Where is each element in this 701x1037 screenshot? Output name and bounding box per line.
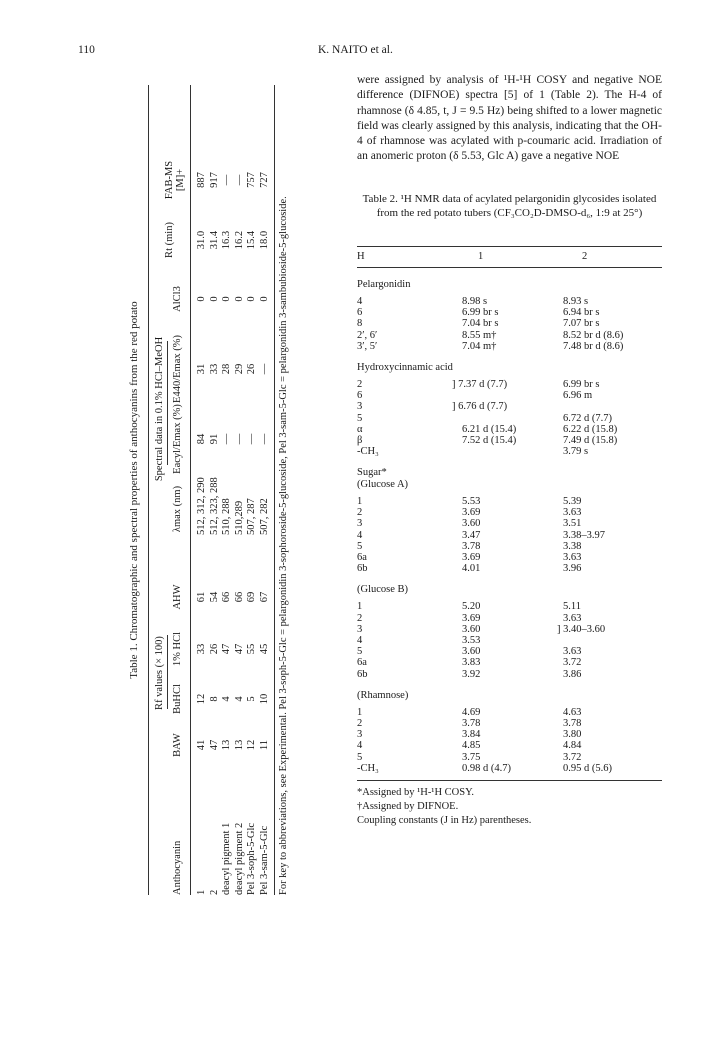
table-2-row bbox=[357, 507, 662, 519]
table-1-caption: Table 1. Chromatographic and spectral properties of anthocyanins from the red potato bbox=[128, 301, 140, 679]
table-2-cell-2: 6.72 d (7.7) bbox=[563, 412, 612, 424]
table-2-cell-1: 3.75 bbox=[462, 751, 481, 763]
table-2-cell-h: -CH₃ bbox=[357, 446, 379, 458]
table-1-cell-lambda: 507, 287 bbox=[246, 498, 257, 535]
table-2-cell-2: 3.79 s bbox=[563, 446, 589, 458]
table-2-cell-2: 4.63 bbox=[563, 706, 582, 718]
table-1-cell-hcl: 45 bbox=[258, 643, 270, 655]
table-1-cell-baw: 47 bbox=[208, 739, 220, 751]
table-2-cell-2: 3.38 bbox=[563, 540, 582, 552]
table-2-cell-2: 3.72 bbox=[563, 657, 582, 669]
table-2-cell-2: 6.99 br s bbox=[563, 379, 600, 390]
spectral-group-header: Spectral data in 0.1% HCl–MeOH bbox=[154, 336, 165, 482]
table-2-row bbox=[357, 718, 662, 730]
table-2-cell-h: 2′, 6′ bbox=[357, 329, 378, 341]
table-1 bbox=[124, 85, 298, 895]
table-2-cell-h: 2 bbox=[357, 507, 363, 519]
table-1-cell-baw: 13 bbox=[221, 739, 232, 751]
table-1-cell-ms: — bbox=[221, 174, 232, 186]
col-header-baw: BAW bbox=[172, 733, 183, 757]
table-2-cell-h: 5 bbox=[357, 646, 363, 658]
table-1-cell-baw: 12 bbox=[246, 739, 257, 751]
table-2-cell-h: 3 bbox=[357, 401, 363, 413]
table-2-cell-h: -CH₃ bbox=[357, 762, 379, 774]
table-1-cell-rt: 31.0 bbox=[196, 230, 207, 250]
table-2-cell-h: (Rhamnose) bbox=[357, 689, 409, 701]
table-2-cell-2: 4.84 bbox=[563, 740, 582, 752]
table-1-cell-buhcl: 12 bbox=[196, 693, 207, 705]
table-2-cell-h: 8 bbox=[357, 318, 363, 330]
table-1-header-rule bbox=[190, 85, 191, 895]
table-2-cell-2: 5.11 bbox=[563, 601, 581, 613]
table-2-top-rule bbox=[357, 246, 662, 247]
table-2-cell-2: 3.72 bbox=[563, 751, 582, 763]
table-2-cell-1: 3.60 bbox=[462, 646, 481, 658]
table-2-row bbox=[357, 563, 662, 575]
table-1-cell-eacyl: 91 bbox=[208, 433, 220, 445]
table-2-row bbox=[357, 401, 662, 413]
running-head-author: K. NAITO et al. bbox=[318, 44, 393, 56]
table-1-cell-rt: 18.0 bbox=[258, 230, 270, 250]
table-2-cell-1: 4.01 bbox=[462, 563, 481, 575]
table-1-cell-alcl3: 0 bbox=[208, 296, 220, 302]
table-2-row bbox=[357, 496, 662, 508]
table-1-cell-buhcl: 5 bbox=[246, 696, 257, 702]
table-1-cell-lambda: 507, 282 bbox=[258, 498, 270, 535]
table-2-cell-h: 3 bbox=[357, 729, 363, 741]
page-number: 110 bbox=[78, 44, 95, 56]
col-header-anthocyanin: Anthocyanin bbox=[172, 840, 183, 895]
table-1-cell-e440: 26 bbox=[246, 363, 257, 375]
table-2-header-rule bbox=[357, 267, 662, 268]
table-2-cell-h: 3 bbox=[357, 518, 363, 530]
table-2-row bbox=[357, 613, 662, 625]
table-2-row bbox=[357, 379, 662, 391]
table-1-cell-alcl3: 0 bbox=[196, 296, 207, 302]
table-2-cell-h: 1 bbox=[357, 495, 363, 507]
table-2-cell-2: 7.48 br d (8.6) bbox=[563, 340, 624, 352]
col-header-ahw: AHW bbox=[172, 584, 183, 610]
table-2-row bbox=[357, 541, 662, 553]
table-2-section-row bbox=[357, 279, 662, 291]
table-1-row-name: deacyl pigment 2 bbox=[233, 822, 245, 895]
table-1-cell-ms: 757 bbox=[246, 172, 257, 188]
table-2-row bbox=[357, 518, 662, 530]
table-2-cell-2: 3.78 bbox=[563, 717, 582, 729]
table-2-header-2: 2 bbox=[582, 251, 588, 262]
table-2-cell-h: (Glucose B) bbox=[357, 584, 409, 596]
table-2-header-1: 1 bbox=[478, 251, 484, 262]
table-2-cell-2: 3.51 bbox=[563, 518, 582, 530]
table-2-note: *Assigned by ¹H-¹H COSY. bbox=[357, 786, 474, 798]
table-2-cell-1: 3.69 bbox=[462, 507, 481, 519]
table-2-cell-2: 3.86 bbox=[563, 668, 582, 680]
table-2-cell-1: 5.20 bbox=[462, 601, 481, 613]
table-1-cell-eacyl: — bbox=[246, 433, 257, 445]
table-1-cell-ms: — bbox=[233, 174, 245, 186]
table-1-cell-lambda: 510,289 bbox=[233, 500, 245, 535]
table-2-cell-h: 5 bbox=[357, 412, 363, 424]
col-header-alcl3: AlCl3 bbox=[172, 286, 183, 312]
table-2-cell-1: 7.04 br s bbox=[462, 318, 499, 330]
table-1-cell-ahw: 66 bbox=[221, 591, 232, 603]
table-2-cell-2: 5.39 bbox=[563, 495, 582, 507]
table-1-row-name: Pel 3-sam-5-Glc bbox=[258, 825, 270, 895]
table-2-cell-2: 3.63 bbox=[563, 612, 582, 624]
table-2-bottom-rule bbox=[357, 780, 662, 781]
table-2-row bbox=[357, 413, 662, 425]
table-2-cell-h: 3 bbox=[357, 623, 363, 635]
table-1-cell-buhcl: 8 bbox=[208, 696, 220, 702]
table-1-cell-eacyl: — bbox=[233, 433, 245, 445]
table-1-cell-baw: 13 bbox=[233, 739, 245, 751]
table-1-cell-hcl: 47 bbox=[221, 643, 232, 655]
body-paragraph: were assigned by analysis of ¹H-¹H COSY and negative NOE difference (DIFNOE) spectra [5] of 1 (Table 2). The H-4 of rhamnose (δ 4.85, t, J = 9.5 Hz) being shifted to a lower magnetic field was clearly assigned by this analysis, indicating that the OH-4 of rhamnose was acylated with p-coumaric acid. Irradiation of an anomeric proton (δ 5.53, Glc A) gave a negative NOE bbox=[357, 74, 662, 163]
table-1-cell-eacyl: — bbox=[258, 433, 270, 445]
table-2-cell-1: 8.55 m† bbox=[462, 329, 497, 341]
table-1-cell-buhcl: 4 bbox=[221, 696, 232, 702]
table-2-row bbox=[357, 752, 662, 764]
table-1-cell-rt: 16.2 bbox=[233, 230, 245, 250]
table-2-cell-h: 4 bbox=[357, 740, 363, 752]
table-2-cell-1: 4.69 bbox=[462, 706, 481, 718]
table-2-row bbox=[357, 763, 662, 775]
table-2-cell-1: 3.83 bbox=[462, 657, 481, 669]
table-1-cell-rt: 16.3 bbox=[221, 230, 232, 250]
table-2-row bbox=[357, 307, 662, 319]
table-2-note: Coupling constants (J in Hz) parentheses. bbox=[357, 814, 532, 826]
table-2-row bbox=[357, 707, 662, 719]
table-2-cell-1: 6.99 br s bbox=[462, 307, 499, 319]
table-2-cell-h: (Glucose A) bbox=[357, 478, 409, 490]
table-1-cell-ahw: 66 bbox=[233, 591, 245, 603]
body-text bbox=[357, 73, 662, 165]
table-2-cell-h: 6 bbox=[357, 307, 363, 319]
table-1-cell-lambda: 512, 323, 288 bbox=[208, 477, 220, 535]
table-2-cell-h: 6a bbox=[357, 551, 367, 563]
table-2-cell-1: 3.78 bbox=[462, 540, 481, 552]
table-2-cell-2: 0.95 d (5.6) bbox=[563, 762, 612, 774]
table-2-row bbox=[357, 330, 662, 342]
table-2-row bbox=[357, 729, 662, 741]
table-2-cell-h: 3′, 5′ bbox=[357, 340, 378, 352]
table-1-cell-e440: — bbox=[258, 363, 270, 375]
table-1-footnote: For key to abbreviations, see Experimental. Pel 3-soph-5-Glc = pelargonidin 3-sophoroside-5-glucoside, Pel 3-sam-5-Glc = pelargonidin 3-sambubioside-5-glucoside. bbox=[278, 196, 289, 895]
table-2-cell-2: 3.96 bbox=[563, 563, 582, 575]
table-1-cell-eacyl: 84 bbox=[196, 433, 207, 445]
table-2-cell-h: 1 bbox=[357, 601, 363, 613]
table-1-cell-hcl: 26 bbox=[208, 643, 220, 655]
table-1-cell-rt: 31.4 bbox=[208, 230, 220, 250]
table-2-section-row bbox=[357, 584, 662, 596]
table-2-section-row bbox=[357, 362, 662, 374]
table-1-cell-ms: 917 bbox=[208, 172, 220, 188]
table-1-cell-lambda: 510, 288 bbox=[221, 498, 232, 535]
col-header-fabms: FAB-MS [M]+ bbox=[164, 160, 186, 200]
table-2-cell-1: ] 6.76 d (7.7) bbox=[452, 401, 508, 413]
table-1-cell-alcl3: 0 bbox=[258, 296, 270, 302]
table-2-cell-1: 3.92 bbox=[462, 668, 481, 680]
table-2-cell-2: 7.07 br s bbox=[563, 318, 600, 330]
table-2-section-row bbox=[357, 479, 662, 491]
table-2-cell-2: 3.63 bbox=[563, 507, 582, 519]
table-2-cell-2: 6.96 m bbox=[563, 390, 593, 402]
col-header-lambda: λmax (nm) bbox=[172, 485, 183, 533]
col-header-eacyl: Eacyl/Emax (%) bbox=[172, 404, 183, 474]
table-1-cell-ahw: 61 bbox=[196, 591, 207, 603]
table-1-cell-hcl: 47 bbox=[233, 643, 245, 655]
table-2-cell-h: Hydroxycinnamic acid bbox=[357, 362, 453, 373]
table-2-cell-h: α bbox=[357, 423, 363, 435]
table-2-row bbox=[357, 318, 662, 330]
table-2-cell-1: 5.53 bbox=[462, 495, 481, 507]
table-2-cell-1: 3.60 bbox=[462, 623, 481, 635]
table-2-cell-h: 2 bbox=[357, 717, 363, 729]
table-2-cell-h: 4 bbox=[357, 634, 363, 646]
table-2-row bbox=[357, 435, 662, 447]
spectral-group-rule bbox=[167, 341, 168, 465]
table-2-cell-h: Pelargonidin bbox=[357, 279, 411, 290]
table-2-header-row bbox=[357, 251, 662, 263]
table-2-cell-h: 6b bbox=[357, 668, 368, 680]
table-1-cell-hcl: 55 bbox=[246, 643, 257, 655]
table-2-cell-2: 7.49 d (15.8) bbox=[563, 435, 618, 446]
table-2-row bbox=[357, 740, 662, 752]
table-2-cell-1: 7.52 d (15.4) bbox=[462, 435, 517, 446]
table-1-cell-e440: 31 bbox=[196, 363, 207, 375]
table-1-rotated-container bbox=[124, 85, 298, 895]
table-2-cell-2: 8.93 s bbox=[563, 296, 589, 307]
table-2-row bbox=[357, 657, 662, 669]
table-2-cell-1: 4.85 bbox=[462, 740, 481, 752]
table-1-cell-buhcl: 10 bbox=[258, 693, 270, 705]
table-2-cell-2: 6.94 br s bbox=[563, 307, 600, 319]
table-1-cell-lambda: 512, 312, 290 bbox=[196, 477, 207, 535]
table-2-cell-h: β bbox=[357, 435, 363, 446]
table-2-cell-1: 0.98 d (4.7) bbox=[462, 762, 511, 774]
table-1-cell-baw: 11 bbox=[258, 739, 270, 751]
table-1-cell-buhcl: 4 bbox=[233, 696, 245, 702]
table-2-cell-h: 5 bbox=[357, 540, 363, 552]
table-1-cell-ms: 727 bbox=[258, 172, 270, 188]
table-2-row bbox=[357, 390, 662, 402]
table-1-cell-e440: 28 bbox=[221, 363, 232, 375]
table-2-cell-h: 5 bbox=[357, 751, 363, 763]
table-1-row-name: 1 bbox=[196, 889, 207, 895]
table-2-cell-1: ] 7.37 d (7.7) bbox=[452, 379, 508, 390]
table-1-bottom-rule bbox=[274, 85, 275, 895]
table-1-cell-ahw: 67 bbox=[258, 591, 270, 603]
col-header-rt: Rt (min) bbox=[164, 222, 175, 258]
table-2-cell-1: 3.60 bbox=[462, 518, 481, 530]
table-2-notes bbox=[357, 786, 531, 828]
table-2-cell-1: 3.84 bbox=[462, 729, 481, 741]
table-2-cell-1: 3.69 bbox=[462, 551, 481, 563]
table-2-row bbox=[357, 646, 662, 658]
table-2-cell-h: 1 bbox=[357, 706, 363, 718]
table-1-row-name: deacyl pigment 1 bbox=[221, 822, 232, 895]
table-2-cell-1: 8.98 s bbox=[462, 296, 488, 307]
table-2-cell-h: 6b bbox=[357, 563, 368, 575]
table-2-cell-h: 4 bbox=[357, 296, 363, 307]
table-2-row bbox=[357, 296, 662, 308]
table-2-cell-2: 3.38–3.97 bbox=[563, 529, 605, 541]
table-2-cell-2: 3.63 bbox=[563, 646, 582, 658]
table-2-cell-2: ] 3.40–3.60 bbox=[557, 623, 606, 635]
table-1-cell-eacyl: — bbox=[221, 433, 232, 445]
table-2-cell-h: 2 bbox=[357, 379, 363, 390]
table-2-row bbox=[357, 446, 662, 458]
table-2-cell-h: 6 bbox=[357, 390, 363, 402]
table-1-row-name: 2 bbox=[208, 889, 220, 895]
table-1-cell-rt: 15.4 bbox=[246, 230, 257, 250]
table-2-cell-h: 2 bbox=[357, 612, 363, 624]
table-1-cell-hcl: 33 bbox=[196, 643, 207, 655]
table-2-cell-h: Sugar* bbox=[357, 467, 387, 479]
table-2-cell-2: 8.52 br d (8.6) bbox=[563, 329, 624, 341]
rf-group-rule bbox=[167, 635, 168, 709]
table-2-cell-h: 6a bbox=[357, 657, 367, 669]
table-2-row bbox=[357, 552, 662, 564]
table-1-cell-ahw: 69 bbox=[246, 591, 257, 603]
col-header-buhcl: BuHCl bbox=[172, 684, 183, 714]
table-2-note: †Assigned by DIFNOE. bbox=[357, 800, 459, 812]
table-2-caption: Table 2. ¹H NMR data of acylated pelargonidin glycosides isolated from the red potato tubers (CF₃CO₂D-DMSO-d₆, 1:9 at 25°) bbox=[362, 193, 657, 219]
table-2-row bbox=[357, 530, 662, 542]
table-2-row bbox=[357, 341, 662, 353]
col-header-hcl: 1% HCl bbox=[172, 631, 183, 667]
table-2-row bbox=[357, 635, 662, 647]
table-2-header-h: H bbox=[357, 251, 365, 262]
table-2-cell-1: 7.04 m† bbox=[462, 340, 497, 352]
table-1-cell-ahw: 54 bbox=[208, 591, 220, 603]
table-1-top-rule bbox=[148, 85, 149, 895]
table-2-cell-1: 3.47 bbox=[462, 529, 481, 541]
rf-group-header: Rf values (× 100) bbox=[154, 636, 165, 710]
table-1-cell-alcl3: 0 bbox=[233, 296, 245, 302]
table-2-cell-2: 3.80 bbox=[563, 729, 582, 741]
table-2-cell-2: 6.22 d (15.8) bbox=[563, 423, 618, 435]
table-2-cell-2: 3.63 bbox=[563, 551, 582, 563]
table-1-cell-alcl3: 0 bbox=[221, 296, 232, 302]
table-1-cell-e440: 33 bbox=[208, 363, 220, 375]
table-1-row-name: Pel 3-soph-5-Glc bbox=[246, 822, 257, 895]
table-2-cell-1: 3.53 bbox=[462, 634, 481, 646]
table-2-cell-h: 4 bbox=[357, 529, 363, 541]
table-1-cell-baw: 41 bbox=[196, 739, 207, 751]
col-header-e440: E440/Emax (%) bbox=[172, 335, 183, 403]
table-2-row bbox=[357, 669, 662, 681]
table-2-cell-1: 6.21 d (15.4) bbox=[462, 423, 517, 435]
table-2-section-row bbox=[357, 467, 662, 479]
table-2-section-row bbox=[357, 690, 662, 702]
table-1-cell-e440: 29 bbox=[233, 363, 245, 375]
table-2-cell-1: 3.78 bbox=[462, 717, 481, 729]
table-2-row bbox=[357, 624, 662, 636]
table-1-cell-alcl3: 0 bbox=[246, 296, 257, 302]
table-2-row bbox=[357, 601, 662, 613]
table-1-cell-ms: 887 bbox=[196, 172, 207, 188]
table-2-cell-1: 3.69 bbox=[462, 612, 481, 624]
table-2-row bbox=[357, 424, 662, 436]
